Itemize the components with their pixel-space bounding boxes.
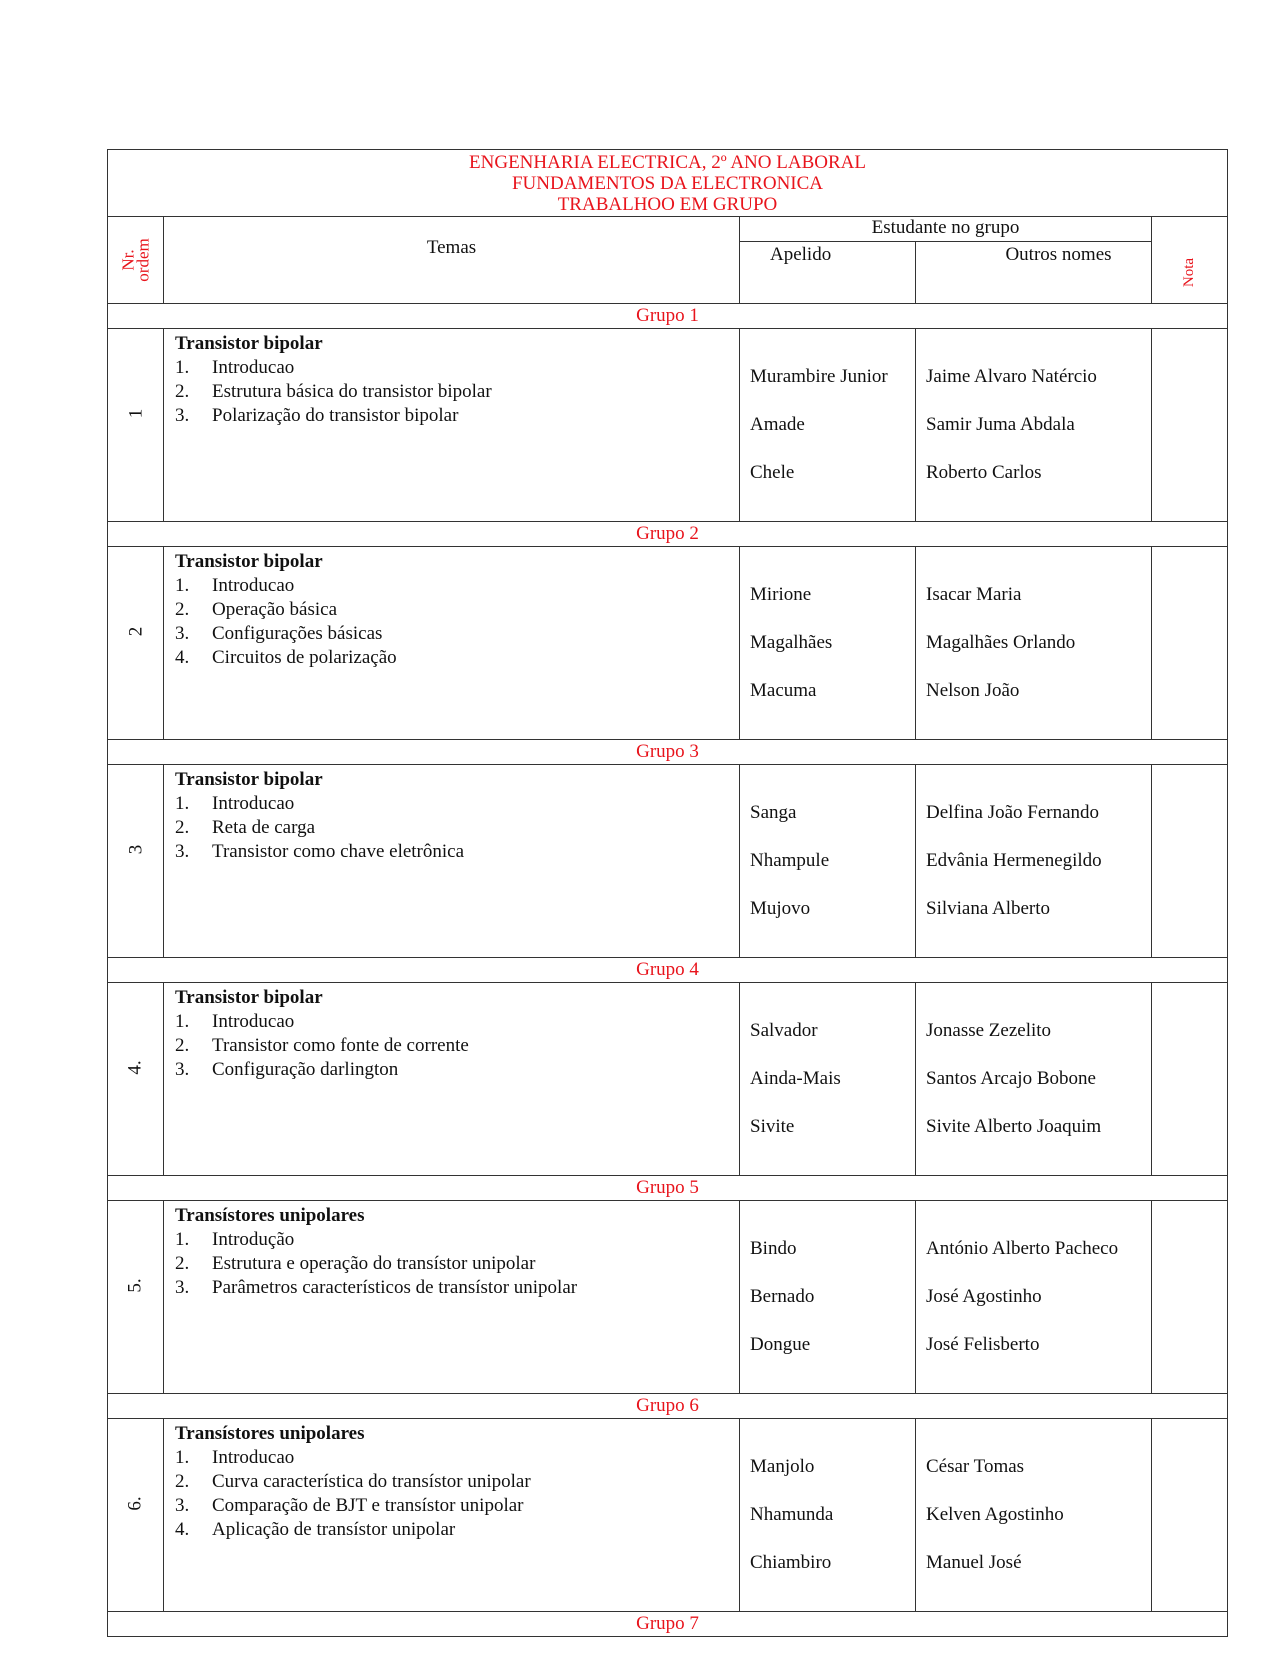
- column-header-row-1: [108, 217, 1228, 242]
- topic-text: Configurações básicas: [212, 623, 383, 644]
- topic-item: [175, 1228, 739, 1252]
- apelido-cell: [740, 1201, 916, 1394]
- temas-cell: [164, 1419, 740, 1612]
- topic-number: 1.: [175, 575, 190, 596]
- topic-text: Introducao: [212, 793, 295, 814]
- outros-nomes-cell: [916, 983, 1152, 1176]
- group-label: Grupo 5: [108, 1176, 1228, 1201]
- topic-item: [175, 1276, 739, 1300]
- topic-number: 1.: [175, 1447, 190, 1468]
- student-first-names: Magalhães Orlando: [926, 632, 1076, 653]
- student-first-names: Silviana Alberto: [926, 898, 1051, 919]
- outros-nomes-cell: [916, 547, 1152, 740]
- student-first-names: Isacar Maria: [926, 584, 1022, 605]
- nota-cell: [1152, 547, 1228, 740]
- topic-item: [175, 646, 739, 670]
- topic-list: [175, 574, 739, 670]
- student-first-names: Kelven Agostinho: [926, 1504, 1064, 1525]
- topic-list: [175, 356, 739, 428]
- ordem-cell: [108, 765, 164, 958]
- topic-number: 1.: [175, 793, 190, 814]
- topic-number: 2.: [175, 599, 190, 620]
- group-data-row: [108, 983, 1228, 1176]
- topic-item: [175, 1494, 739, 1518]
- topic-text: Configuração darlington: [212, 1059, 399, 1080]
- nota-cell: [1152, 983, 1228, 1176]
- topic-text: Estrutura básica do transistor bipolar: [212, 381, 492, 402]
- student-surname: Mirione: [750, 584, 812, 605]
- student-first-names: José Agostinho: [926, 1286, 1042, 1307]
- topic-number: 4.: [175, 647, 190, 668]
- group-label: Grupo 6: [108, 1394, 1228, 1419]
- topic-text: Circuitos de polarização: [212, 647, 397, 668]
- student-first-names: António Alberto Pacheco: [926, 1238, 1119, 1259]
- topic-number: 3.: [175, 1277, 190, 1298]
- topic-number: 2.: [175, 381, 190, 402]
- student-surname: Bernado: [750, 1286, 815, 1307]
- theme-title: Transistor bipolar: [175, 333, 323, 354]
- apelido-cell: [740, 329, 916, 522]
- topic-number: 3.: [175, 623, 190, 644]
- nota-header: [1152, 217, 1228, 304]
- topic-text: Polarização do transistor bipolar: [212, 405, 459, 426]
- topic-text: Reta de carga: [212, 817, 316, 838]
- theme-title: Transistor bipolar: [175, 551, 323, 572]
- theme-title: Transistor bipolar: [175, 769, 323, 790]
- student-surname: Macuma: [750, 680, 817, 701]
- topic-list: [175, 792, 739, 864]
- student-surname: Salvador: [750, 1020, 818, 1041]
- topic-item: [175, 1470, 739, 1494]
- topic-item: [175, 1058, 739, 1082]
- ordem-header: [108, 217, 164, 304]
- nota-cell: [1152, 1419, 1228, 1612]
- group-label: Grupo 2: [108, 522, 1228, 547]
- student-surname: Chiambiro: [750, 1552, 832, 1573]
- ordem-cell: [108, 1419, 164, 1612]
- theme-title: Transístores unipolares: [175, 1205, 365, 1226]
- ordem-number: 2: [125, 626, 146, 636]
- student-surname: Manjolo: [750, 1456, 815, 1477]
- apelido-cell: [740, 765, 916, 958]
- group-header-row: [108, 1176, 1228, 1201]
- topic-text: Introducao: [212, 575, 295, 596]
- topic-text: Operação básica: [212, 599, 338, 620]
- document-page: [107, 149, 1227, 1637]
- topic-text: Introducao: [212, 357, 295, 378]
- topic-number: 3.: [175, 841, 190, 862]
- temas-cell: [164, 983, 740, 1176]
- student-first-names: Santos Arcajo Bobone: [926, 1068, 1096, 1089]
- student-surname: Sivite: [750, 1116, 795, 1137]
- topic-item: [175, 574, 739, 598]
- group-header-row: [108, 958, 1228, 983]
- student-surname: Sanga: [750, 802, 797, 823]
- topic-number: 3.: [175, 1059, 190, 1080]
- apelido-cell: [740, 983, 916, 1176]
- ordem-number: 4.: [125, 1059, 146, 1075]
- apelido-header: Apelido: [740, 242, 916, 304]
- topic-item: [175, 356, 739, 380]
- topic-item: [175, 404, 739, 428]
- group-header-row: [108, 740, 1228, 765]
- apelido-cell: [740, 1419, 916, 1612]
- ordem-cell: [108, 1201, 164, 1394]
- topic-item: [175, 1446, 739, 1470]
- group-header-row: [108, 304, 1228, 329]
- topic-text: Introducao: [212, 1011, 295, 1032]
- document-title: [108, 150, 1228, 217]
- topic-number: 4.: [175, 1519, 190, 1540]
- temas-cell: [164, 547, 740, 740]
- topic-text: Aplicação de transístor unipolar: [212, 1519, 456, 1540]
- groups-table: [107, 149, 1228, 1637]
- outros-nomes-cell: [916, 765, 1152, 958]
- temas-cell: [164, 765, 740, 958]
- estudante-header: Estudante no grupo: [740, 217, 1152, 242]
- student-surname: Dongue: [750, 1334, 811, 1355]
- topic-item: [175, 598, 739, 622]
- ordem-cell: [108, 547, 164, 740]
- topic-item: [175, 1010, 739, 1034]
- topic-number: 2.: [175, 1035, 190, 1056]
- ordem-number: 6.: [125, 1495, 146, 1511]
- topic-item: [175, 840, 739, 864]
- topic-text: Transistor como fonte de corrente: [212, 1035, 469, 1056]
- topic-item: [175, 622, 739, 646]
- student-surname: Mujovo: [750, 898, 811, 919]
- ordem-cell: [108, 329, 164, 522]
- nota-cell: [1152, 329, 1228, 522]
- topic-text: Curva característica do transístor unipolar: [212, 1471, 531, 1492]
- topic-text: Parâmetros característicos de transístor unipolar: [212, 1277, 578, 1298]
- topic-text: Transistor como chave eletrônica: [212, 841, 465, 862]
- group-header-row: [108, 522, 1228, 547]
- student-first-names: Roberto Carlos: [926, 462, 1042, 483]
- student-surname: Bindo: [750, 1238, 797, 1259]
- topic-item: [175, 1034, 739, 1058]
- outros-nomes-header: Outros nomes: [916, 242, 1152, 304]
- group-data-row: [108, 1419, 1228, 1612]
- topic-number: 2.: [175, 1253, 190, 1274]
- nota-cell: [1152, 1201, 1228, 1394]
- topic-number: 1.: [175, 1229, 190, 1250]
- theme-title: Transístores unipolares: [175, 1423, 365, 1444]
- title-line-1: ENGENHARIA ELECTRICA, 2º ANO LABORAL: [469, 152, 866, 173]
- group-data-row: [108, 329, 1228, 522]
- ordem-header-label: Nr. ordem: [118, 238, 153, 282]
- ordem-number: 5.: [125, 1277, 146, 1293]
- ordem-number: 3: [125, 844, 146, 854]
- nota-cell: [1152, 765, 1228, 958]
- student-surname: Murambire Junior: [750, 366, 888, 387]
- topic-number: 3.: [175, 1495, 190, 1516]
- student-first-names: César Tomas: [926, 1456, 1025, 1477]
- topic-list: [175, 1446, 739, 1542]
- student-surname: Chele: [750, 462, 795, 483]
- student-first-names: Delfina João Fernando: [926, 802, 1100, 823]
- student-first-names: Sivite Alberto Joaquim: [926, 1116, 1102, 1137]
- topic-list: [175, 1228, 739, 1300]
- student-first-names: Jaime Alvaro Natércio: [926, 366, 1097, 387]
- group-label: Grupo 7: [108, 1612, 1228, 1637]
- apelido-cell: [740, 547, 916, 740]
- student-first-names: Samir Juma Abdala: [926, 414, 1075, 435]
- nota-header-label: Nota: [1180, 257, 1197, 287]
- student-surname: Magalhães: [750, 632, 833, 653]
- topic-item: [175, 792, 739, 816]
- title-line-2: FUNDAMENTOS DA ELECTRONICA: [511, 173, 824, 194]
- title-row: [108, 150, 1228, 217]
- group-header-row: [108, 1394, 1228, 1419]
- topic-item: [175, 380, 739, 404]
- group-label: Grupo 3: [108, 740, 1228, 765]
- topic-number: 1.: [175, 1011, 190, 1032]
- topic-item: [175, 1518, 739, 1542]
- outros-nomes-cell: [916, 1201, 1152, 1394]
- student-surname: Nhamunda: [750, 1504, 834, 1525]
- group-label: Grupo 4: [108, 958, 1228, 983]
- student-first-names: Jonasse Zezelito: [926, 1020, 1052, 1041]
- student-first-names: José Felisberto: [926, 1334, 1040, 1355]
- topic-number: 1.: [175, 357, 190, 378]
- group-data-row: [108, 765, 1228, 958]
- group-data-row: [108, 547, 1228, 740]
- student-surname: Ainda-Mais: [750, 1068, 841, 1089]
- temas-cell: [164, 1201, 740, 1394]
- topic-text: Estrutura e operação do transístor unipolar: [212, 1253, 536, 1274]
- temas-cell: [164, 329, 740, 522]
- group-label: Grupo 1: [108, 304, 1228, 329]
- group-data-row: [108, 1201, 1228, 1394]
- ordem-cell: [108, 983, 164, 1176]
- topic-number: 2.: [175, 1471, 190, 1492]
- outros-nomes-cell: [916, 329, 1152, 522]
- ordem-number: 1: [125, 408, 146, 418]
- topic-item: [175, 816, 739, 840]
- topic-list: [175, 1010, 739, 1082]
- student-first-names: Manuel José: [926, 1552, 1022, 1573]
- student-surname: Nhampule: [750, 850, 830, 871]
- topic-number: 3.: [175, 405, 190, 426]
- theme-title: Transistor bipolar: [175, 987, 323, 1008]
- group-header-row: [108, 1612, 1228, 1637]
- topic-text: Comparação de BJT e transístor unipolar: [212, 1495, 524, 1516]
- topic-number: 2.: [175, 817, 190, 838]
- student-first-names: Edvânia Hermenegildo: [926, 850, 1102, 871]
- student-first-names: Nelson João: [926, 680, 1020, 701]
- topic-text: Introdução: [212, 1229, 295, 1250]
- outros-nomes-cell: [916, 1419, 1152, 1612]
- title-line-3: TRABALHOO EM GRUPO: [557, 194, 778, 215]
- student-surname: Amade: [750, 414, 805, 435]
- topic-item: [175, 1252, 739, 1276]
- temas-header: Temas: [164, 217, 740, 304]
- topic-text: Introducao: [212, 1447, 295, 1468]
